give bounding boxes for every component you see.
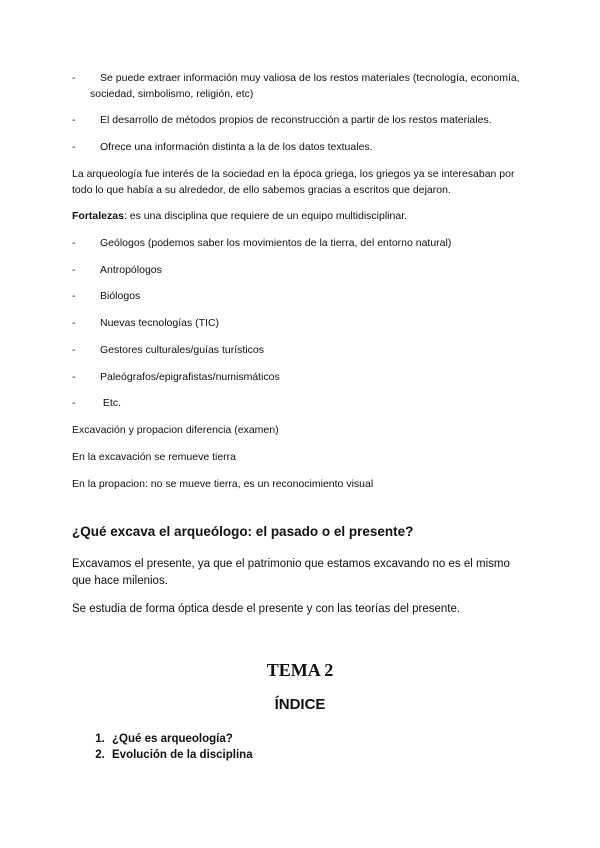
bullet-item: [72, 262, 532, 278]
bullet-item: [72, 288, 532, 304]
bullet-dash: -: [72, 237, 76, 249]
bullet-item: [72, 342, 532, 358]
bullet-dash: -: [72, 264, 76, 276]
bullet-dash: -: [72, 371, 76, 383]
bullet-dash: -: [72, 141, 76, 153]
excavacion-line: En la propacion: no se mueve tierra, es un reconocimiento visual: [72, 478, 374, 490]
fortalezas-line: [72, 208, 532, 224]
bullet-item: [72, 395, 532, 411]
bullet-text: Antropólogos: [100, 264, 162, 276]
bullet-item: [72, 315, 532, 331]
toc-item: 1. ¿Qué es arqueología?: [108, 731, 528, 747]
bullet-item: [72, 235, 532, 251]
tema-title: TEMA 2: [266, 660, 334, 680]
bullet-text: Biólogos: [100, 290, 141, 302]
bullet-text: Nuevas tecnologías (TIC): [100, 317, 220, 329]
bullet-text: Ofrece una información distinta a la de los datos textuales.: [100, 141, 373, 153]
fortalezas-text: : es una disciplina que requiere de un equipo multidisciplinar.: [123, 210, 408, 222]
bullet-dash: -: [72, 317, 76, 329]
bullet-dash: -: [72, 397, 76, 409]
bullet-text: Etc.: [100, 397, 122, 409]
excavacion-line: Excavación y propacion diferencia (examen): [72, 424, 279, 436]
table-of-contents: [72, 731, 528, 763]
indice-title: ÍNDICE: [274, 696, 326, 713]
bullet-text: Paleógrafos/epigrafistas/numismáticos: [100, 371, 280, 383]
bullet-item: [72, 139, 532, 155]
bullet-dash: -: [72, 114, 76, 126]
toc-item: 2. Evolución de la disciplina: [108, 747, 528, 763]
section-heading: ¿Qué excava el arqueólogo: el pasado o el presente?: [72, 524, 414, 539]
bullet-item: [72, 369, 532, 385]
excavacion-line: En la excavación se remueve tierra: [72, 451, 236, 463]
paragraph: Se estudia de forma óptica desde el presente y con las teorías del presente.: [72, 603, 461, 615]
intro-paragraph: La arqueología fue interés de la sociedad en la época griega, los griegos ya se interesaban por todo lo que había a su alrededor, de ello sabemos gracias a escritos que dejaron.: [72, 168, 515, 196]
bullet-dash: -: [72, 344, 76, 356]
bullet-item: [72, 70, 532, 102]
bullet-item: [72, 112, 532, 128]
bullet-dash: -: [72, 72, 76, 84]
bullet-text: Se puede extraer información muy valiosa de los restos materiales (tecnología, economía, sociedad, simbolismo, religión, etc): [90, 72, 520, 100]
bullet-text: Geólogos (podemos saber los movimientos de la tierra, del entorno natural): [100, 237, 452, 249]
bullet-text: Gestores culturales/guías turísticos: [100, 344, 264, 356]
fortalezas-label: Fortalezas: [72, 210, 124, 222]
bullet-dash: -: [72, 290, 76, 302]
paragraph: Excavamos el presente, ya que el patrimonio que estamos excavando no es el mismo que hace milenios.: [72, 558, 510, 587]
bullet-text: El desarrollo de métodos propios de reconstrucción a partir de los restos materiales.: [100, 114, 492, 126]
